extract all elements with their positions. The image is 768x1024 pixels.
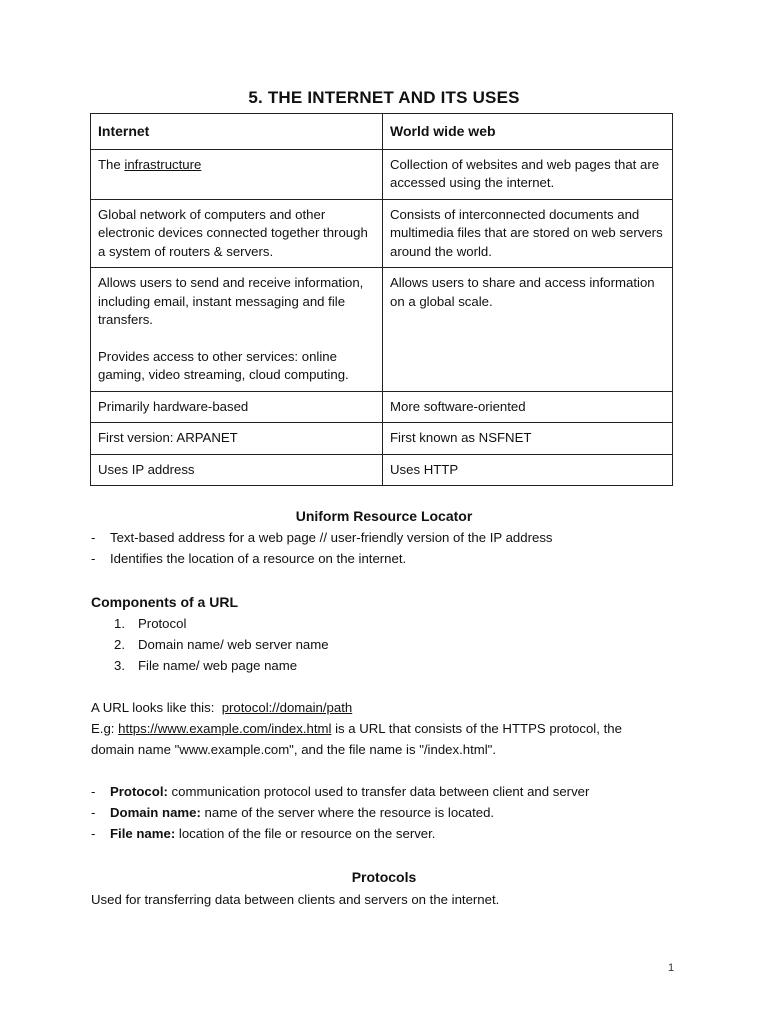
definition-item	[110, 805, 494, 820]
bullet-text: Identifies the location of a resource on the internet.	[110, 551, 407, 566]
definition-item	[110, 826, 435, 841]
definition-desc: name of the server where the resource is located.	[200, 805, 495, 820]
cell-paragraph: Provides access to other services: online gaming, video streaming, cloud computing.	[98, 348, 349, 382]
table-cell: Uses HTTP	[383, 454, 673, 486]
definition-desc: communication protocol used to transfer data between client and server	[167, 784, 590, 799]
table-row	[91, 454, 673, 486]
url-example-prefix: E.g:	[91, 721, 119, 736]
definition-item	[110, 784, 589, 799]
list-number: 3.	[114, 658, 125, 673]
table-header-row	[91, 114, 673, 150]
table-cell	[91, 268, 383, 392]
url-format-line	[91, 700, 352, 715]
url-example-line-2: domain name "www.example.com", and the file name is "/index.html".	[91, 742, 497, 757]
table-cell: More software-oriented	[383, 391, 673, 423]
table-header-internet: Internet	[91, 114, 383, 150]
list-item: Domain name/ web server name	[138, 637, 329, 652]
components-heading: Components of a URL	[91, 594, 238, 610]
list-item: Protocol	[138, 616, 187, 631]
url-section-heading: Uniform Resource Locator	[295, 508, 473, 524]
url-format-link[interactable]: protocol://domain/path	[221, 700, 353, 715]
list-number: 1.	[114, 616, 125, 631]
table-cell: Global network of computers and other electronic devices connected together through a system of routers & servers.	[91, 199, 383, 268]
example-url-link[interactable]: https://www.example.com/index.html	[118, 721, 332, 736]
page-title: 5. THE INTERNET AND ITS USES	[248, 88, 520, 107]
list-number: 2.	[114, 637, 125, 652]
table-cell: Collection of websites and web pages that are accessed using the internet.	[383, 149, 673, 199]
table-cell: First known as NSFNET	[383, 423, 673, 455]
bullet-text: Text-based address for a web page // user-friendly version of the IP address	[110, 530, 553, 545]
table-cell: Primarily hardware-based	[91, 391, 383, 423]
table-row	[91, 391, 673, 423]
cell-text: The	[98, 156, 125, 172]
cell-paragraph: Allows users to send and receive information, including email, instant messaging and file transfers.	[98, 275, 364, 327]
definition-term: Domain name:	[110, 805, 201, 820]
table-cell: Consists of interconnected documents and multimedia files that are stored on web servers around the world.	[383, 199, 673, 268]
protocols-heading: Protocols	[351, 869, 417, 885]
definition-term: File name:	[110, 826, 176, 841]
table-row	[91, 268, 673, 392]
page-number: 1	[668, 962, 675, 974]
table-header-www: World wide web	[383, 114, 673, 150]
table-row	[91, 149, 673, 199]
bullet-marker: -	[91, 530, 96, 545]
url-example-line	[91, 721, 622, 736]
bullet-marker: -	[91, 784, 96, 799]
bullet-marker: -	[91, 805, 96, 820]
bullet-marker: -	[91, 551, 96, 566]
table-cell: Allows users to share and access information on a global scale.	[383, 268, 673, 392]
url-example-rest: is a URL that consists of the HTTPS protocol, the	[331, 721, 622, 736]
bullet-marker: -	[91, 826, 96, 841]
url-format-prefix: A URL looks like this:	[91, 700, 222, 715]
table-cell	[91, 149, 383, 199]
table-row	[91, 199, 673, 268]
protocols-text: Used for transferring data between clients and servers on the internet.	[91, 892, 500, 907]
table-cell: Uses IP address	[91, 454, 383, 486]
comparison-table	[90, 113, 673, 486]
infrastructure-link[interactable]: infrastructure	[124, 156, 202, 172]
definition-desc: location of the file or resource on the server.	[175, 826, 436, 841]
definition-term: Protocol:	[110, 784, 168, 799]
list-item: File name/ web page name	[138, 658, 298, 673]
table-cell: First version: ARPANET	[91, 423, 383, 455]
table-row	[91, 423, 673, 455]
